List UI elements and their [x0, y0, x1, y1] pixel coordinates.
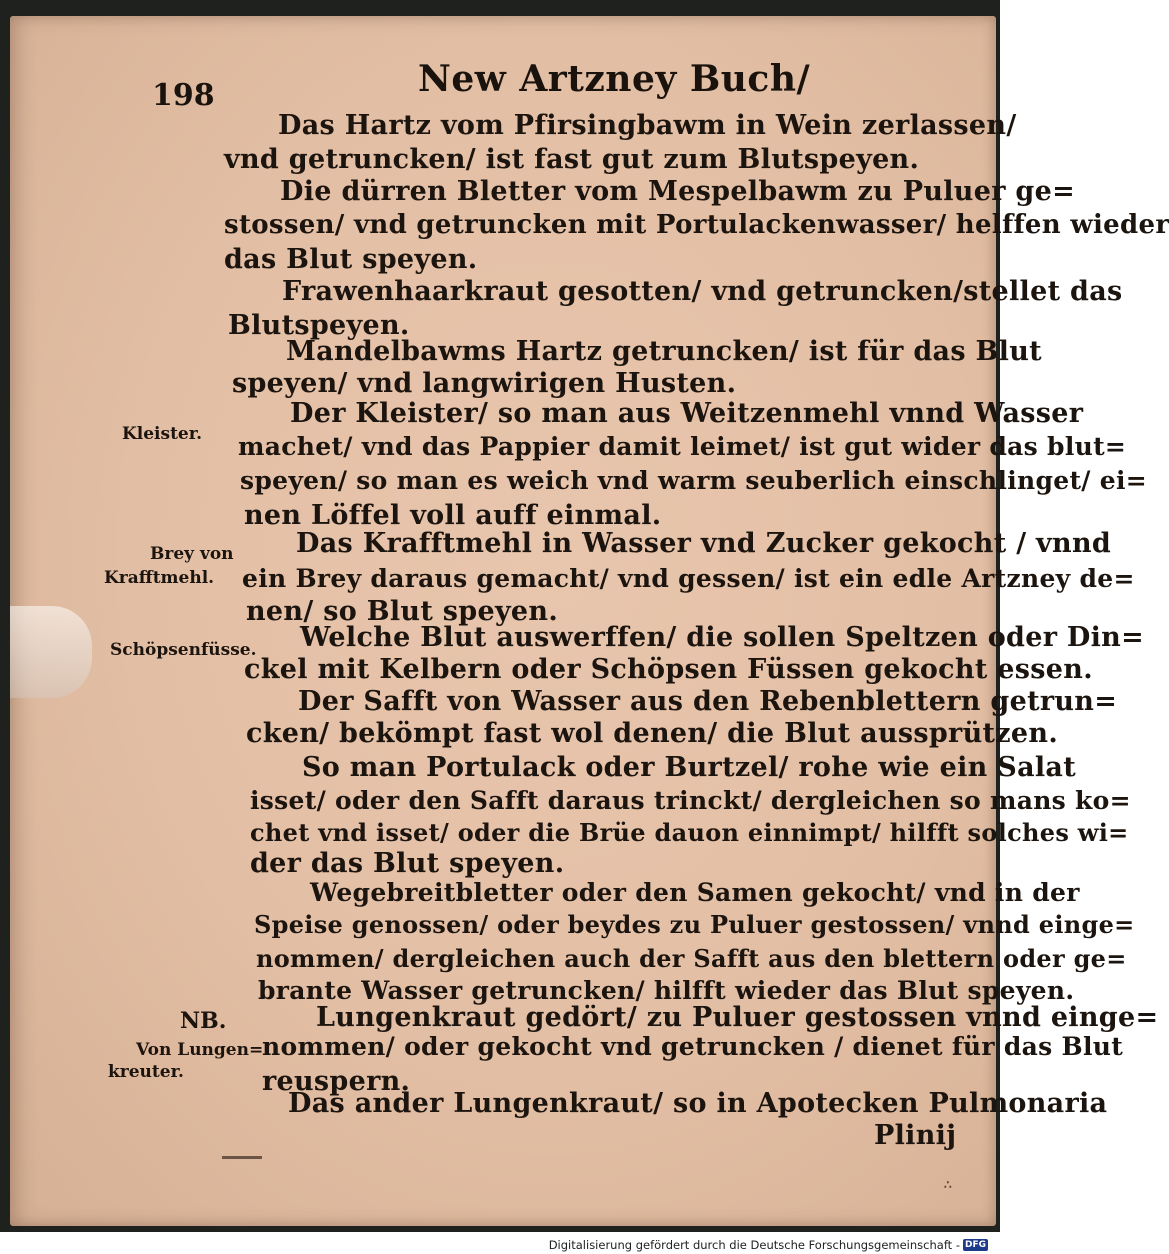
text-line: brante Wasser getruncken/ hilfft wieder das Blut speyen.: [258, 976, 1075, 1005]
margin-note-brey: Brey von: [150, 544, 234, 564]
text-line: das Blut speyen.: [224, 244, 478, 275]
running-title: New Artzney Buch/: [418, 58, 811, 100]
text-line: Das ander Lungenkraut/ so in Apotecken Pulmonaria: [288, 1088, 1108, 1119]
page-number: 198: [152, 78, 215, 113]
margin-note-nb: NB.: [180, 1008, 227, 1034]
text-line: Frawenhaarkraut gesotten/ vnd getruncken/stellet das: [282, 276, 1123, 307]
text-line: isset/ oder den Safft daraus trinckt/ dergleichen so mans ko=: [250, 786, 1131, 815]
margin-note-schoepsenfuesse: Schöpsenfüsse.: [110, 640, 257, 660]
ink-mark: [222, 1156, 262, 1159]
margin-note-von-lungen: Von Lungen=: [136, 1040, 264, 1060]
text-line: Der Safft von Wasser aus den Rebenblettern getrun=: [298, 686, 1118, 717]
text-line: Lungenkraut gedört/ zu Puluer gestossen vnnd einge=: [316, 1002, 1159, 1033]
text-line: Speise genossen/ oder beydes zu Puluer gestossen/ vnnd einge=: [254, 910, 1135, 939]
text-line: vnd getruncken/ ist fast gut zum Blutspeyen.: [224, 144, 920, 175]
dfg-logo: DFG: [964, 1240, 986, 1250]
text-line: speyen/ so man es weich vnd warm seuberlich einschlinget/ ei=: [240, 466, 1147, 495]
text-line: Mandelbawms Hartz getruncken/ ist für das Blut: [286, 336, 1042, 367]
margin-note-kleister: Kleister.: [122, 424, 203, 444]
text-line: chet vnd isset/ oder die Brüe dauon einnimpt/ hilfft solches wi=: [250, 818, 1129, 847]
text-line: nommen/ dergleichen auch der Safft aus den blettern oder ge=: [256, 944, 1127, 973]
text-line: So man Portulack oder Burtzel/ rohe wie ein Salat: [302, 752, 1076, 783]
text-line: reuspern.: [262, 1066, 411, 1097]
text-line: machet/ vnd das Pappier damit leimet/ ist gut wider das blut=: [238, 432, 1127, 461]
margin-note-krafftmehl: Krafftmehl.: [104, 568, 215, 588]
digitization-credit: [549, 1238, 988, 1252]
page-mark: ∴: [944, 1178, 952, 1192]
margin-note-kreuter: kreuter.: [108, 1062, 184, 1082]
text-line: nen Löffel voll auff einmal.: [244, 500, 662, 531]
text-line: Blutspeyen.: [228, 310, 410, 341]
text-line: Welche Blut auswerffen/ die sollen Speltzen oder Din=: [300, 622, 1145, 653]
text-line: der das Blut speyen.: [250, 848, 565, 879]
text-line: ein Brey daraus gemacht/ vnd gessen/ ist ein edle Artzney de=: [242, 564, 1135, 593]
text-line: Die dürren Bletter vom Mespelbawm zu Puluer ge=: [280, 176, 1076, 207]
text-line: Das Hartz vom Pfirsingbawm in Wein zerlassen/: [278, 110, 1017, 141]
text-line: stossen/ vnd getruncken mit Portulackenwasser/ helffen wieder: [224, 210, 1169, 240]
text-line: nommen/ oder gekocht vnd getruncken / dienet für das Blut: [262, 1032, 1124, 1061]
text-line: Der Kleister/ so man aus Weitzenmehl vnnd Wasser: [290, 398, 1084, 429]
credit-text: Digitalisierung gefördert durch die Deutsche Forschungsgemeinschaft -: [548, 1238, 960, 1252]
text-line: Plinij: [874, 1120, 957, 1151]
text-line: Das Krafftmehl in Wasser vnd Zucker gekocht / vnnd: [296, 528, 1112, 559]
text-line: speyen/ vnd langwirigen Husten.: [232, 368, 737, 399]
text-line: ckel mit Kelbern oder Schöpsen Füssen gekocht essen.: [244, 654, 1093, 685]
page-binding-tab: [10, 606, 92, 698]
text-line: Wegebreitbletter oder den Samen gekocht/ vnd in der: [310, 878, 1080, 907]
text-line: cken/ bekömpt fast wol denen/ die Blut aussprützen.: [246, 718, 1059, 749]
text-line: nen/ so Blut speyen.: [246, 596, 559, 627]
